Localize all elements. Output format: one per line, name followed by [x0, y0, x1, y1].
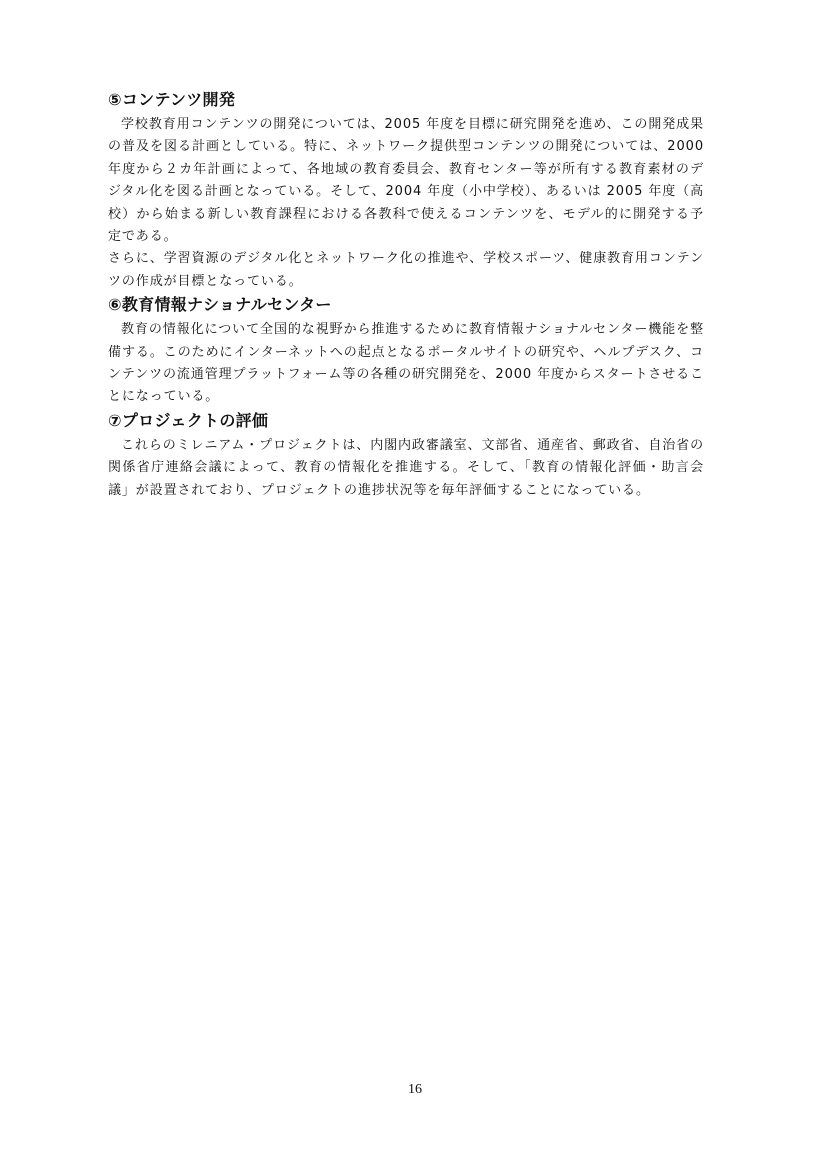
section-contents-development: [108, 88, 704, 293]
paragraph: 教育の情報化について全国的な視野から推進するために教育情報ナショナルセンター機能を整備する。このためにインターネットへの起点となるポータルサイトの研究や、ヘルプデスク、コンテンツの流通管理プラットフォーム等の各種の研究開発を、2000 年度からスタートさせることになっている。: [108, 322, 704, 405]
page-number: 16: [408, 1082, 422, 1097]
document-page: [108, 88, 704, 502]
section-national-center: [108, 293, 704, 409]
paragraph: さらに、学習資源のデジタル化とネットワーク化の推進や、学校スポーツ、健康教育用コンテンツの作成が目標となっている。: [108, 251, 704, 289]
section-heading: ⑤コンテンツ開発: [108, 90, 236, 109]
section-project-evaluation: [108, 409, 704, 502]
paragraph: 学校教育用コンテンツの開発については、2005 年度を目標に研究開発を進め、この開発成果の普及を図る計画としている。特に、ネットワーク提供型コンテンツの開発については、2000 年度から２カ年計画によって、各地域の教育委員会、教育センター等が所有する教育素材のデジタル化を図る計画となっている。そして、2004 年度（小中学校）、あるいは 2005 年度（高校）から始まる新しい教育課程における各教科で使えるコンテンツを、モデル的に開発する予定である。: [108, 117, 704, 245]
paragraph: これらのミレニアム・プロジェクトは、内閣内政審議室、文部省、通産省、郵政省、自治省の関係省庁連絡会議によって、教育の情報化を推進する。そして、「教育の情報化評価・助言会議」が設置されており、プロジェクトの進捗状況等を毎年評価することになっている。: [108, 437, 704, 498]
section-heading: ⑥教育情報ナショナルセンター: [108, 295, 332, 315]
section-heading: ⑦プロジェクトの評価: [108, 410, 269, 430]
